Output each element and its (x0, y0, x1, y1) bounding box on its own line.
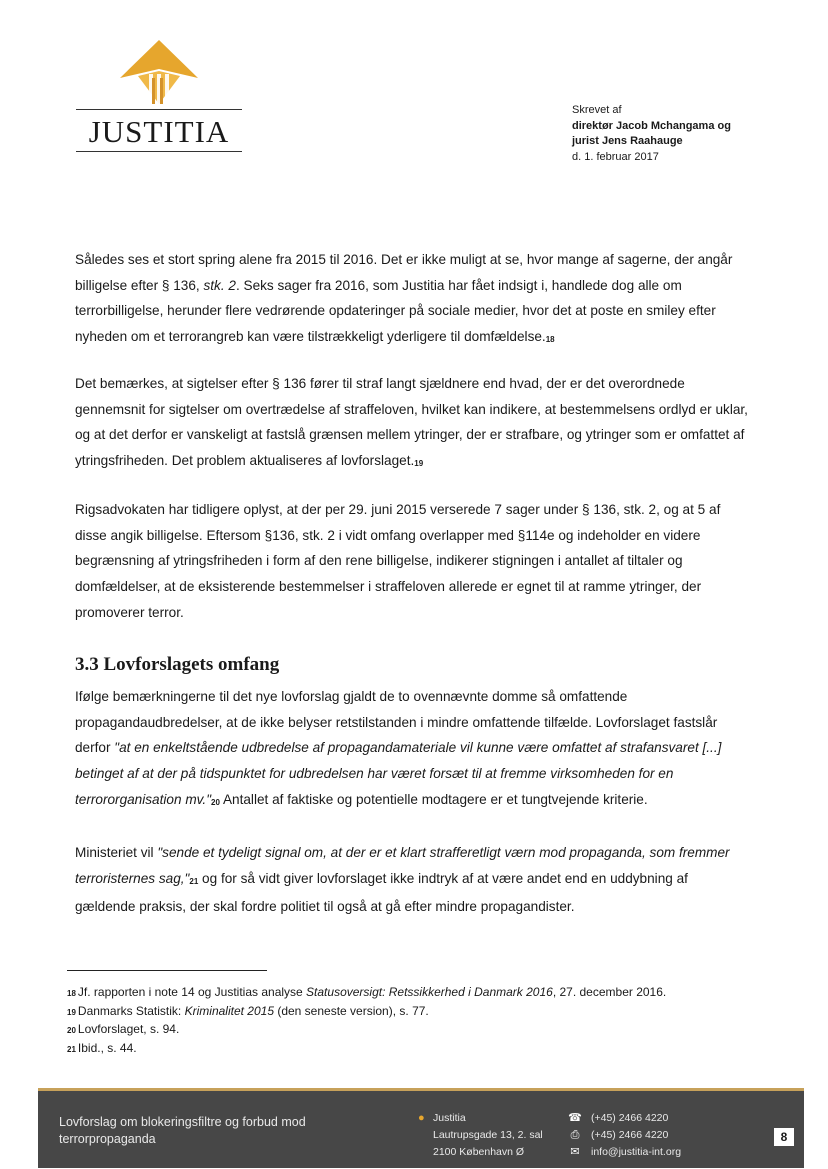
footnotes (67, 984, 666, 1058)
footer-city: 2100 København Ø (433, 1146, 525, 1158)
p5-text-c: og for så vidt giver lovforslaget ikke indtryk af at være andet end en uddybning af gældende praksis, der skal fordre politiet til også at gå efter mindre propagandister. (75, 870, 688, 915)
phone-icon: ☎ (568, 1112, 582, 1124)
p2-text: Det bemærkes, at sigtelser efter § 136 fører til straf langt sjældnere end hvad, der er det overordnede gennemsnit for sigtelser om overtrædelse af straffeloven, hvilket kan indikere, at bestemmelsens ordlyd er uklar, og at det derfor er vanskeligt at fastslå grænsen mellem ytringer, der er strafbare, og ytringer som er omfattet af ytringsfriheden. Det problem aktualiseres af lovforslaget. (75, 376, 748, 469)
mail-icon: ✉ (570, 1146, 580, 1158)
paragraph-2 (75, 371, 751, 477)
p3-text: Rigsadvokaten har tidligere oplyst, at der per 29. juni 2015 verserede 7 sager under § 136, stk. 2, og at 5 af disse angik billigelse. Eftersom §136, stk. 2 i vidt omfang overlapper med §114e og indeholder en videre begrænsning af ytringsfriheden i form af den rene billigelse, indikerer stigningen i antallet af tiltaler og domfældelser, at de eksisterende bestemmelser i straffeloven allerede er egnet til at ramme ytringer, der promoverer terror. (75, 502, 721, 620)
byline (572, 103, 731, 165)
footer-document-title: Lovforslag om blokeringsfiltre og forbud mod terrorpropaganda (59, 1115, 306, 1146)
footer-street: Lautrupsgade 13, 2. sal (433, 1129, 543, 1141)
footnote-20: 20 Lovforslaget, s. 94. (67, 1022, 180, 1036)
footnote-ref-20[interactable]: 20 (211, 797, 220, 807)
justitia-logo (76, 38, 242, 156)
paragraph-4 (75, 684, 751, 816)
byline-label: Skrevet af (572, 104, 622, 116)
p5-quote: "sende et tydeligt signal om, at der er et klart strafferetligt værn mod propaganda, som fremmer terroristernes sag," (75, 845, 730, 886)
footer-address (418, 1110, 543, 1161)
footer-email[interactable]: info@justitia-int.org (591, 1146, 682, 1158)
pin-icon: ● (418, 1112, 425, 1124)
footnote-19: 19 Danmarks Statistik: Kriminalitet 2015 (den seneste version), s. 77. (67, 1003, 429, 1018)
p4-quote: "at en enkeltstående udbredelse af propagandamateriale vil kunne være omfattet af strafansvaret [...] betinget af at der på tidspunktet for udbredelsen har været forsæt til at fremme virksomheden for en terrororganisation mv." (75, 740, 722, 807)
logo-wordmark: JUSTITIA (88, 114, 230, 149)
footnote-separator (67, 970, 267, 971)
page-footer (38, 1088, 804, 1168)
p1-text-c: . Seks sager fra 2016, som Justitia har fået indsigt i, handlede dog alle om terrorbilligelse, herunder flere vedrørende opdateringer på sociale medier, hvor det at poste en smiley efter nyheden om et terrorangreb kan være tilstrækkeligt yderligere til domfældelse. (75, 277, 716, 345)
byline-authors-2: jurist Jens Raahauge (572, 135, 683, 147)
footer-contact (568, 1110, 681, 1161)
page-number: 8 (774, 1128, 794, 1146)
footnote-18: 18 Jf. rapporten i note 14 og Justitias analyse Statusoversigt: Retssikkerhed i Danmark 2016, 27. december 2016. (67, 985, 667, 999)
footnote-21: 21 Ibid., s. 44. (67, 1040, 137, 1055)
footnote-ref-18[interactable]: 18 (545, 335, 555, 345)
paragraph-3 (75, 497, 751, 626)
footer-accent-rule (38, 1088, 804, 1091)
footer-fax[interactable]: (+45) 2466 4220 (591, 1129, 669, 1141)
pillar-emblem-icon (118, 38, 200, 108)
p4-text-c: Antallet af faktiske og potentielle modtagere er et tungtvejende kriterie. (219, 791, 648, 807)
footer-phone[interactable]: (+45) 2466 4220 (591, 1112, 669, 1124)
paragraph-1 (75, 247, 751, 353)
p4-text-a: Ifølge bemærkningerne til det nye lovforslag gjaldt de to ovennævnte domme så omfattende propagandaudbredelser, at de ikke belyser retstilstanden i mindre omfattende tilfælde. Lovforslaget fastslår derfor (75, 689, 718, 756)
paragraph-5 (75, 840, 751, 920)
logo-rule-bottom (76, 151, 242, 152)
section-heading: 3.3 Lovforslagets omfang (75, 654, 280, 675)
p1-text-b: stk. 2 (203, 277, 236, 293)
fax-icon: ⎙ (570, 1129, 580, 1141)
p5-text-a: Ministeriet vil (75, 845, 158, 860)
footnote-ref-19[interactable]: 19 (414, 459, 424, 469)
logo-rule-top (76, 109, 242, 110)
p1-text-a: Således ses et stort spring alene fra 2015 til 2016. Det er ikke muligt at se, hvor mange af sagerne, der angår billigelse efter § 136, (75, 252, 733, 293)
footnote-ref-21[interactable]: 21 (189, 876, 199, 886)
byline-authors-1: direktør Jacob Mchangama og (572, 119, 731, 132)
byline-date: d. 1. februar 2017 (572, 150, 659, 163)
footer-org: Justitia (433, 1112, 466, 1124)
